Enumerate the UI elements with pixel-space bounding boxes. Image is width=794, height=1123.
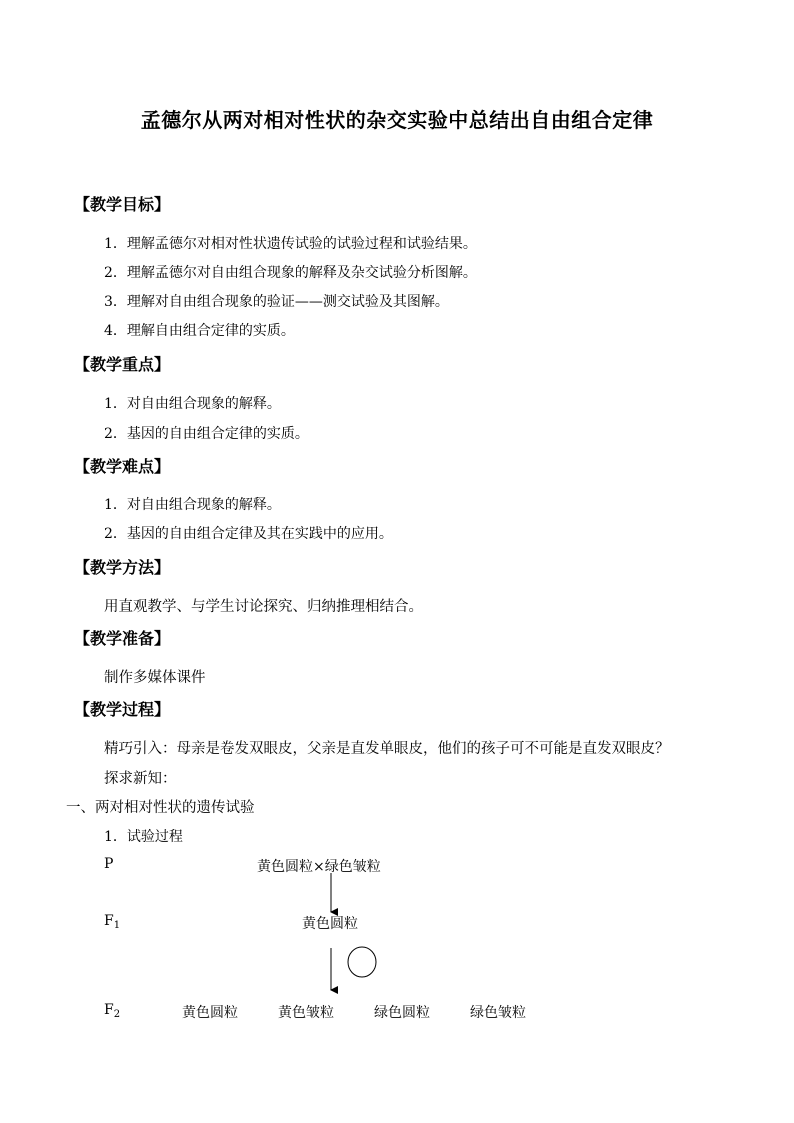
key-points-heading: 【教学重点】 [74, 355, 171, 374]
goals-item-1: 1．理解孟德尔对相对性状遗传试验的试验过程和试验结果。 [104, 236, 477, 252]
difficulties-item-2: 2．基因的自由组合定律及其在实践中的应用。 [104, 526, 393, 542]
methods-heading: 【教学方法】 [74, 558, 171, 577]
f2-generation-label: $F_2$ [104, 1002, 121, 1020]
process-sub-1: 1．试验过程 [104, 829, 183, 845]
p-cross-text: 黄色圆粒×绿色皱粒 [257, 859, 381, 875]
goals-item-3: 3．理解对自由组合现象的验证——测交试验及其图解。 [104, 294, 449, 310]
goals-item-4: 4．理解自由组合定律的实质。 [104, 323, 295, 339]
goals-item-2: 2．理解孟德尔对自由组合现象的解释及杂交试验分析图解。 [104, 265, 477, 281]
selfing-circle-icon [348, 947, 376, 977]
key-points-item-2: 2．基因的自由组合定律的实质。 [104, 426, 309, 442]
f2-phenotype-4: 绿色皱粒 [470, 1005, 526, 1021]
preparation-text: 制作多媒体课件 [104, 670, 206, 686]
methods-text: 用直观教学、与学生讨论探究、归纳推理相结合。 [104, 599, 423, 615]
p-generation-label: P [104, 856, 114, 872]
key-points-item-1: 1．对自由组合现象的解释。 [104, 396, 281, 412]
document-title: 孟德尔从两对相对性状的杂交实验中总结出自由组合定律 [140, 108, 654, 132]
f1-generation-label: $F_1$ [104, 913, 121, 931]
goals-heading: 【教学目标】 [74, 195, 171, 214]
f2-phenotype-2: 黄色皱粒 [278, 1005, 334, 1021]
f1-phenotype: 黄色圆粒 [302, 916, 358, 932]
f2-phenotype-3: 绿色圆粒 [374, 1005, 430, 1021]
f2-phenotype-1: 黄色圆粒 [182, 1005, 238, 1021]
difficulties-heading: 【教学难点】 [74, 457, 171, 476]
process-explore: 探求新知： [104, 771, 177, 787]
preparation-heading: 【教学准备】 [74, 629, 171, 648]
difficulties-item-1: 1．对自由组合现象的解释。 [104, 497, 281, 513]
process-heading: 【教学过程】 [74, 700, 171, 719]
process-intro: 精巧引入：母亲是卷发双眼皮，父亲是直发单眼皮，他们的孩子可不可能是直发双眼皮？ [104, 741, 670, 757]
process-part-1: 一、两对相对性状的遗传试验 [66, 800, 255, 816]
